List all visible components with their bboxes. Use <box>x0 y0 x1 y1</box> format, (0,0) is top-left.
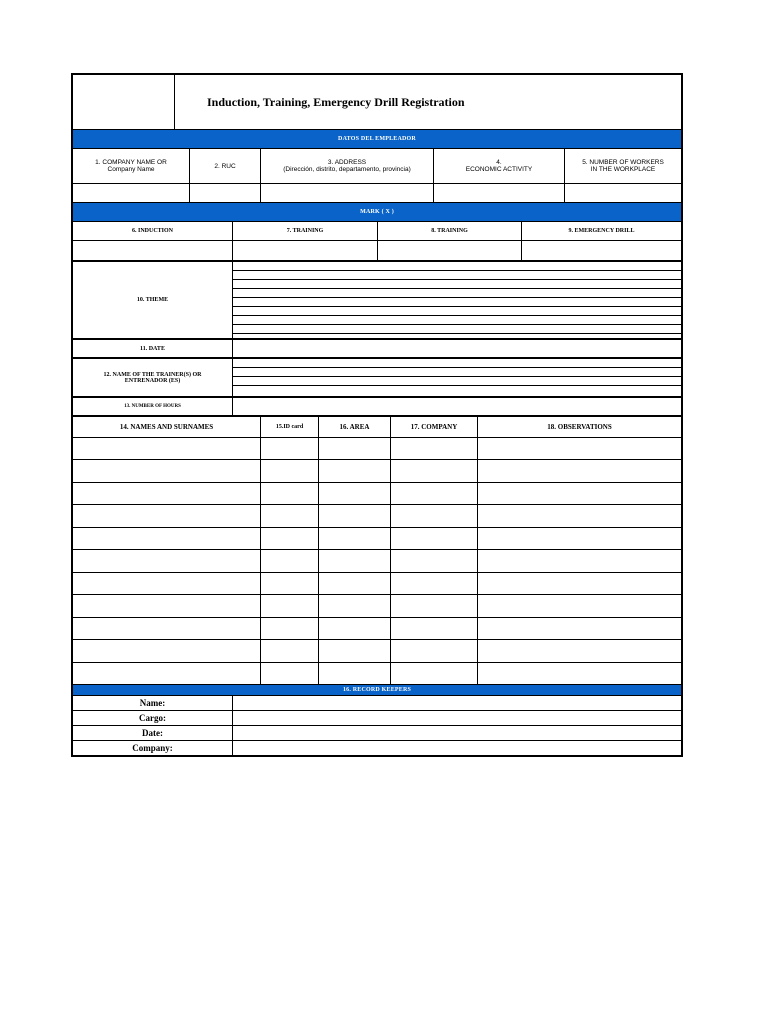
area-cell[interactable] <box>318 573 390 594</box>
record-keeper-date-label: Date: <box>142 728 163 738</box>
names-header: 14. NAMES AND SURNAMES <box>119 423 214 431</box>
induction-mark-field[interactable] <box>73 241 232 260</box>
area-cell[interactable] <box>318 438 390 459</box>
id-card-cell[interactable] <box>260 528 318 549</box>
mark-input-row <box>73 240 681 260</box>
trainer-lines[interactable] <box>232 359 681 396</box>
record-keeper-row <box>73 695 681 710</box>
company-cell[interactable] <box>390 460 477 482</box>
area-cell[interactable] <box>318 595 390 617</box>
theme-line <box>233 288 681 297</box>
address-header <box>260 149 433 183</box>
observations-cell[interactable] <box>477 483 681 504</box>
record-keeper-cargo-label: Cargo: <box>139 713 166 723</box>
theme-line <box>233 297 681 306</box>
date-label: 11. DATE <box>140 345 165 352</box>
title-cell <box>174 75 681 129</box>
theme-label: 10. THEME <box>136 297 169 303</box>
trainer-label-line2: ENTRENADOR (ES) <box>124 377 181 384</box>
name-cell[interactable] <box>73 663 260 684</box>
observations-header: 18. OBSERVATIONS <box>477 417 681 437</box>
name-cell[interactable] <box>73 528 260 549</box>
table-row <box>73 459 681 482</box>
emergency-drill-mark-field[interactable] <box>521 241 681 260</box>
observations-cell[interactable] <box>477 595 681 617</box>
record-keeper-cargo-field[interactable] <box>232 711 681 725</box>
id-card-cell[interactable] <box>260 618 318 639</box>
theme-line <box>233 279 681 288</box>
address-field[interactable] <box>260 184 433 202</box>
observations-cell[interactable] <box>477 505 681 527</box>
attendee-header-row <box>73 415 681 437</box>
company-cell[interactable] <box>390 528 477 549</box>
observations-cell[interactable] <box>477 640 681 662</box>
company-name-label: 1. COMPANY NAME OR <box>95 159 167 166</box>
trainer-line <box>233 367 681 376</box>
date-field[interactable] <box>232 340 681 357</box>
theme-line <box>233 262 681 270</box>
id-card-header: 15.ID card <box>260 417 318 437</box>
title-row <box>73 75 681 129</box>
id-card-cell[interactable] <box>260 550 318 572</box>
trainer-line <box>233 376 681 385</box>
company-name-field[interactable] <box>73 184 189 202</box>
training-header-1: 7. TRAINING <box>232 222 377 240</box>
trainer-line <box>233 359 681 367</box>
induction-header: 6. INDUCTION <box>131 228 173 234</box>
area-cell[interactable] <box>318 550 390 572</box>
mark-band: MARK ( X ) <box>73 202 681 221</box>
id-card-cell[interactable] <box>260 640 318 662</box>
table-row <box>73 504 681 527</box>
id-card-cell[interactable] <box>260 483 318 504</box>
economic-activity-field[interactable] <box>433 184 564 202</box>
table-row <box>73 549 681 572</box>
economic-activity-label: ECONOMIC ACTIVITY <box>465 166 533 173</box>
company-cell[interactable] <box>390 618 477 639</box>
training-header-2: 8. TRAINING <box>377 222 521 240</box>
ruc-header <box>189 149 260 183</box>
mark-header-row <box>73 221 681 240</box>
name-cell[interactable] <box>73 505 260 527</box>
company-cell[interactable] <box>390 550 477 572</box>
trainer-row <box>73 357 681 396</box>
emergency-drill-header: 9. EMERGENCY DRILL <box>521 222 681 240</box>
area-cell[interactable] <box>318 483 390 504</box>
name-cell[interactable] <box>73 573 260 594</box>
company-name-header <box>73 149 189 183</box>
table-row <box>73 617 681 639</box>
form-title: Induction, Training, Emergency Drill Registration <box>207 94 465 109</box>
company-cell[interactable] <box>390 505 477 527</box>
record-keeper-date-field[interactable] <box>232 726 681 740</box>
workers-sublabel: IN THE WORKPLACE <box>590 166 656 173</box>
observations-cell[interactable] <box>477 550 681 572</box>
id-card-cell[interactable] <box>260 663 318 684</box>
employer-band: DATOS DEL EMPLEADOR <box>73 129 681 148</box>
observations-cell[interactable] <box>477 528 681 549</box>
area-header: 16. AREA <box>318 417 390 437</box>
record-keeper-name-label: Name: <box>139 698 166 708</box>
record-keeper-company-field[interactable] <box>232 741 681 755</box>
theme-line <box>233 306 681 315</box>
record-keeper-row <box>73 740 681 755</box>
area-cell[interactable] <box>318 618 390 639</box>
company-cell[interactable] <box>390 483 477 504</box>
area-cell[interactable] <box>318 460 390 482</box>
name-cell[interactable] <box>73 550 260 572</box>
company-cell[interactable] <box>390 573 477 594</box>
ruc-field[interactable] <box>189 184 260 202</box>
theme-line <box>233 315 681 324</box>
ruc-label: 2. RUC <box>214 162 236 170</box>
economic-activity-header <box>433 149 564 183</box>
hours-label: 13. NUMBER OF HOURS <box>124 404 181 409</box>
name-cell[interactable] <box>73 595 260 617</box>
training-mark-field-1[interactable] <box>232 241 377 260</box>
table-row <box>73 437 681 459</box>
area-cell[interactable] <box>318 640 390 662</box>
area-cell[interactable] <box>318 505 390 527</box>
trainer-line <box>233 385 681 396</box>
id-card-cell[interactable] <box>260 505 318 527</box>
name-cell[interactable] <box>73 438 260 459</box>
record-keeper-row <box>73 710 681 725</box>
observations-cell[interactable] <box>477 618 681 639</box>
record-keeper-row <box>73 725 681 740</box>
theme-line <box>233 324 681 333</box>
theme-line <box>233 333 681 338</box>
trainer-label-line1: 12. NAME OF THE TRAINER(S) OR <box>103 371 202 378</box>
address-sublabel: (Dirección, distrito, departamento, provincia) <box>283 166 411 173</box>
workers-header <box>564 149 681 183</box>
id-card-cell[interactable] <box>260 438 318 459</box>
name-cell[interactable] <box>73 618 260 639</box>
employer-input-row <box>73 183 681 202</box>
record-keeper-name-field[interactable] <box>232 696 681 710</box>
table-row <box>73 639 681 662</box>
name-cell[interactable] <box>73 460 260 482</box>
economic-activity-number: 4. <box>496 159 502 166</box>
theme-row <box>73 260 681 338</box>
company-header: 17. COMPANY <box>390 417 477 437</box>
id-card-cell[interactable] <box>260 595 318 617</box>
observations-cell[interactable] <box>477 663 681 684</box>
company-cell[interactable] <box>390 438 477 459</box>
workers-field[interactable] <box>564 184 681 202</box>
table-row <box>73 594 681 617</box>
theme-lines[interactable] <box>232 262 681 338</box>
observations-cell[interactable] <box>477 438 681 459</box>
name-cell[interactable] <box>73 483 260 504</box>
training-mark-field-2[interactable] <box>377 241 521 260</box>
company-cell[interactable] <box>390 595 477 617</box>
trainer-label <box>73 359 232 396</box>
table-row <box>73 482 681 504</box>
name-cell[interactable] <box>73 640 260 662</box>
hours-row <box>73 396 681 415</box>
company-name-sublabel: Company Name <box>107 166 155 173</box>
date-row <box>73 338 681 357</box>
area-cell[interactable] <box>318 663 390 684</box>
observations-cell[interactable] <box>477 460 681 482</box>
table-row <box>73 662 681 684</box>
record-keepers-band: 16. RECORD KEEPERS <box>73 684 681 695</box>
address-label: 3. ADDRESS <box>327 159 367 166</box>
id-card-cell[interactable] <box>260 460 318 482</box>
employer-header-row <box>73 148 681 183</box>
table-row <box>73 572 681 594</box>
registration-form <box>71 73 683 757</box>
observations-cell[interactable] <box>477 573 681 594</box>
logo-box <box>73 75 174 129</box>
workers-label: 5. NUMBER OF WORKERS <box>582 159 664 166</box>
area-cell[interactable] <box>318 528 390 549</box>
company-cell[interactable] <box>390 663 477 684</box>
table-row <box>73 527 681 549</box>
record-keeper-company-label: Company: <box>132 743 173 753</box>
hours-field[interactable] <box>232 398 681 415</box>
company-cell[interactable] <box>390 640 477 662</box>
id-card-cell[interactable] <box>260 573 318 594</box>
theme-line <box>233 270 681 279</box>
